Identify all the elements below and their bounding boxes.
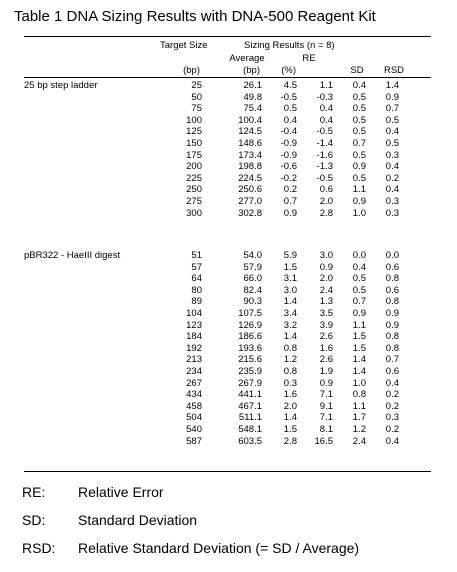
cell-re-percent: 2.0: [283, 400, 297, 412]
cell-target-size: 104: [186, 308, 202, 319]
cell-re-bp: 3.0: [319, 250, 333, 261]
cell-rsd: 0.2: [385, 424, 399, 435]
cell-re-percent: 2.8: [283, 435, 297, 447]
cell-re-bp: 1.1: [319, 80, 333, 91]
cell-rsd: 0.9: [385, 308, 399, 319]
cell-average: 148.6: [238, 138, 262, 149]
cell-average: 603.5: [238, 435, 262, 447]
cell-sd: 1.2: [352, 424, 366, 435]
cell-average: 193.6: [238, 342, 262, 354]
cell-re-bp: -0.5: [316, 172, 333, 184]
cell-average: 198.8: [238, 161, 262, 173]
cell-rsd: 0.4: [385, 161, 399, 173]
cell-average: 100.4: [238, 114, 262, 126]
cell-re-bp: 3.5: [319, 308, 333, 319]
cell-target-size: 50: [191, 91, 202, 103]
cell-re-bp: 2.0: [319, 273, 333, 285]
cell-target-size: 458: [186, 400, 202, 412]
header-sizing-results: Sizing Results (n = 8): [244, 40, 335, 51]
cell-average: 511.1: [238, 412, 262, 424]
cell-target-size: 80: [191, 284, 202, 296]
cell-re-percent: 1.4: [283, 296, 297, 308]
cell-average: 57.9: [243, 261, 262, 273]
cell-target-size: 123: [186, 319, 202, 331]
cell-rsd: 0.8: [385, 342, 399, 354]
cell-sd: 0.5: [352, 149, 366, 161]
legend-item-sd: [22, 512, 197, 528]
cell-sd: 1.5: [352, 331, 366, 343]
cell-rsd: 0.2: [385, 400, 399, 412]
cell-re-bp: 0.9: [319, 261, 333, 273]
cell-re-percent: 1.4: [283, 331, 297, 343]
cell-average: 49.8: [243, 91, 262, 103]
cell-target-size: 250: [186, 184, 202, 196]
cell-sd: 0.5: [352, 273, 366, 285]
cell-re-percent: 0.9: [283, 207, 297, 219]
cell-target-size: 100: [186, 114, 202, 126]
cell-re-percent: -0.5: [280, 91, 297, 103]
cell-rsd: 0.0: [385, 250, 399, 261]
cell-rsd: 0.5: [385, 138, 399, 149]
cell-sd: 0.0: [352, 250, 366, 261]
cell-target-size: 64: [191, 273, 202, 285]
cell-re-bp: 2.6: [319, 354, 333, 366]
cell-rsd: 0.3: [385, 196, 399, 207]
cell-target-size: 300: [186, 207, 202, 219]
cell-target-size: 75: [191, 103, 202, 115]
cell-rsd: 0.3: [385, 149, 399, 161]
cell-sd: 1.7: [352, 412, 366, 424]
cell-average: 107.5: [238, 308, 262, 319]
unit-target: (bp): [183, 65, 200, 76]
cell-re-percent: 0.8: [283, 366, 297, 377]
cell-sd: 2.4: [352, 435, 366, 447]
cell-sd: 1.1: [352, 400, 366, 412]
table-top-rule: [24, 36, 431, 37]
cell-target-size: 267: [186, 377, 202, 389]
cell-target-size: 25: [191, 80, 202, 91]
cell-re-percent: 0.7: [283, 196, 297, 207]
cell-re-percent: 3.2: [283, 319, 297, 331]
cell-re-bp: -0.5: [316, 126, 333, 138]
cell-rsd: 0.5: [385, 114, 399, 126]
group-label: 25 bp step ladder: [24, 80, 98, 91]
header-rsd: RSD: [383, 65, 405, 76]
cell-sd: 0.9: [352, 308, 366, 319]
cell-target-size: 184: [186, 331, 202, 343]
cell-rsd: 0.4: [385, 126, 399, 138]
cell-sd: 1.0: [352, 377, 366, 389]
cell-re-bp: 9.1: [319, 400, 333, 412]
header-average: Average: [229, 53, 265, 64]
cell-sd: 0.5: [352, 126, 366, 138]
cell-re-percent: 4.5: [283, 80, 297, 91]
cell-average: 124.5: [238, 126, 262, 138]
cell-re-percent: -0.6: [280, 161, 297, 173]
cell-rsd: 0.8: [385, 273, 399, 285]
cell-target-size: 225: [186, 172, 202, 184]
cell-target-size: 89: [191, 296, 202, 308]
cell-re-percent: 1.2: [283, 354, 297, 366]
cell-re-percent: -0.2: [280, 172, 297, 184]
cell-rsd: 0.7: [385, 354, 399, 366]
cell-sd: 0.8: [352, 389, 366, 401]
table-header-rule: [24, 77, 431, 78]
cell-average: 215.6: [238, 354, 262, 366]
cell-target-size: 51: [191, 250, 202, 261]
cell-target-size: 587: [186, 435, 202, 447]
cell-re-percent: 1.6: [283, 389, 297, 401]
cell-re-bp: 8.1: [319, 424, 333, 435]
cell-re-bp: -0.3: [316, 91, 333, 103]
cell-sd: 0.5: [352, 284, 366, 296]
cell-re-percent: 1.4: [283, 412, 297, 424]
cell-rsd: 0.6: [385, 261, 399, 273]
cell-sd: 0.4: [352, 261, 366, 273]
cell-re-percent: -0.9: [280, 149, 297, 161]
cell-sd: 1.4: [352, 366, 366, 377]
cell-target-size: 57: [191, 261, 202, 273]
cell-average: 302.8: [238, 207, 262, 219]
legend-item-re: [22, 484, 164, 500]
cell-target-size: 434: [186, 389, 202, 401]
cell-re-bp: 0.4: [319, 103, 333, 115]
cell-sd: 0.5: [352, 114, 366, 126]
cell-average: 277.0: [238, 196, 262, 207]
table-title: Table 1 DNA Sizing Results with DNA-500 Reagent Kit: [14, 8, 376, 25]
cell-re-bp: 1.3: [319, 296, 333, 308]
cell-re-bp: 1.9: [319, 366, 333, 377]
cell-average: 267.9: [238, 377, 262, 389]
cell-average: 441.1: [238, 389, 262, 401]
cell-rsd: 0.4: [385, 184, 399, 196]
cell-average: 75.4: [243, 103, 262, 115]
cell-target-size: 175: [186, 149, 202, 161]
cell-re-bp: 1.6: [319, 342, 333, 354]
cell-re-percent: 1.5: [283, 261, 297, 273]
group-label: pBR322 - HaeIII digest: [24, 250, 121, 261]
cell-rsd: 0.2: [385, 389, 399, 401]
cell-re-percent: 0.4: [283, 114, 297, 126]
cell-average: 548.1: [238, 424, 262, 435]
cell-re-percent: 0.2: [283, 184, 297, 196]
cell-sd: 0.4: [352, 80, 366, 91]
cell-target-size: 192: [186, 342, 202, 354]
cell-average: 186.6: [238, 331, 262, 343]
header-re: RE: [302, 53, 316, 64]
cell-rsd: 0.4: [385, 435, 399, 447]
cell-rsd: 0.8: [385, 296, 399, 308]
cell-sd: 0.7: [352, 138, 366, 149]
cell-average: 250.6: [238, 184, 262, 196]
cell-re-percent: 1.5: [283, 424, 297, 435]
cell-re-percent: -0.4: [280, 126, 297, 138]
cell-sd: 0.7: [352, 296, 366, 308]
cell-average: 54.0: [243, 250, 262, 261]
cell-rsd: 1.4: [385, 80, 399, 91]
legend-abbr: RE:: [22, 484, 46, 500]
cell-rsd: 0.9: [385, 91, 399, 103]
cell-sd: 1.4: [352, 354, 366, 366]
table-bottom-rule: [24, 471, 431, 472]
cell-re-bp: -1.6: [316, 149, 333, 161]
cell-re-bp: 0.6: [319, 184, 333, 196]
cell-re-percent: 3.1: [283, 273, 297, 285]
cell-average: 126.9: [238, 319, 262, 331]
cell-re-bp: -1.3: [316, 161, 333, 173]
cell-rsd: 0.9: [385, 319, 399, 331]
cell-rsd: 0.3: [385, 207, 399, 219]
cell-average: 224.5: [238, 172, 262, 184]
legend-item-rsd: [22, 540, 359, 556]
cell-sd: 1.0: [352, 207, 366, 219]
cell-rsd: 0.8: [385, 331, 399, 343]
cell-re-bp: 7.1: [319, 389, 333, 401]
cell-re-bp: 16.5: [314, 435, 333, 447]
cell-re-bp: 2.8: [319, 207, 333, 219]
cell-re-bp: 2.6: [319, 331, 333, 343]
cell-rsd: 0.7: [385, 103, 399, 115]
cell-re-percent: 0.3: [283, 377, 297, 389]
legend-text: Relative Error: [78, 484, 164, 500]
cell-sd: 0.5: [352, 91, 366, 103]
cell-average: 467.1: [238, 400, 262, 412]
header-target-size: Target Size: [160, 40, 208, 51]
cell-sd: 1.1: [352, 184, 366, 196]
cell-re-percent: -0.9: [280, 138, 297, 149]
cell-sd: 0.9: [352, 161, 366, 173]
cell-re-percent: 3.4: [283, 308, 297, 319]
cell-sd: 1.5: [352, 342, 366, 354]
legend-text: Standard Deviation: [78, 512, 198, 528]
cell-average: 66.0: [243, 273, 262, 285]
header-sd: SD: [350, 65, 364, 76]
cell-target-size: 150: [186, 138, 202, 149]
cell-re-bp: 2.4: [319, 284, 333, 296]
cell-target-size: 234: [186, 366, 202, 377]
cell-re-bp: 7.1: [319, 412, 333, 424]
cell-average: 82.4: [243, 284, 262, 296]
cell-re-bp: -1.4: [316, 138, 333, 149]
cell-re-bp: 2.0: [319, 196, 333, 207]
cell-sd: 0.5: [352, 103, 366, 115]
legend-abbr: SD:: [22, 512, 46, 528]
cell-re-percent: 5.9: [283, 250, 297, 261]
legend-abbr: RSD:: [22, 540, 56, 556]
cell-average: 90.3: [243, 296, 262, 308]
cell-average: 235.9: [238, 366, 262, 377]
cell-re-bp: 3.9: [319, 319, 333, 331]
cell-rsd: 0.4: [385, 377, 399, 389]
cell-target-size: 125: [186, 126, 202, 138]
unit-re: (%): [281, 65, 296, 76]
cell-re-percent: 0.8: [283, 342, 297, 354]
cell-target-size: 200: [186, 161, 202, 173]
cell-sd: 0.5: [352, 172, 366, 184]
cell-sd: 0.9: [352, 196, 366, 207]
cell-average: 26.1: [243, 80, 262, 91]
cell-average: 173.4: [238, 149, 262, 161]
cell-target-size: 540: [186, 424, 202, 435]
cell-re-bp: 0.4: [319, 114, 333, 126]
cell-sd: 1.1: [352, 319, 366, 331]
cell-re-percent: 0.5: [283, 103, 297, 115]
cell-rsd: 0.2: [385, 172, 399, 184]
cell-rsd: 0.3: [385, 412, 399, 424]
cell-target-size: 275: [186, 196, 202, 207]
cell-re-bp: 0.9: [319, 377, 333, 389]
unit-average: (bp): [243, 65, 260, 76]
legend-text: Relative Standard Deviation (= SD / Average): [78, 540, 360, 556]
cell-target-size: 504: [186, 412, 202, 424]
cell-target-size: 213: [186, 354, 202, 366]
cell-re-percent: 3.0: [283, 284, 297, 296]
cell-rsd: 0.6: [385, 284, 399, 296]
cell-rsd: 0.6: [385, 366, 399, 377]
